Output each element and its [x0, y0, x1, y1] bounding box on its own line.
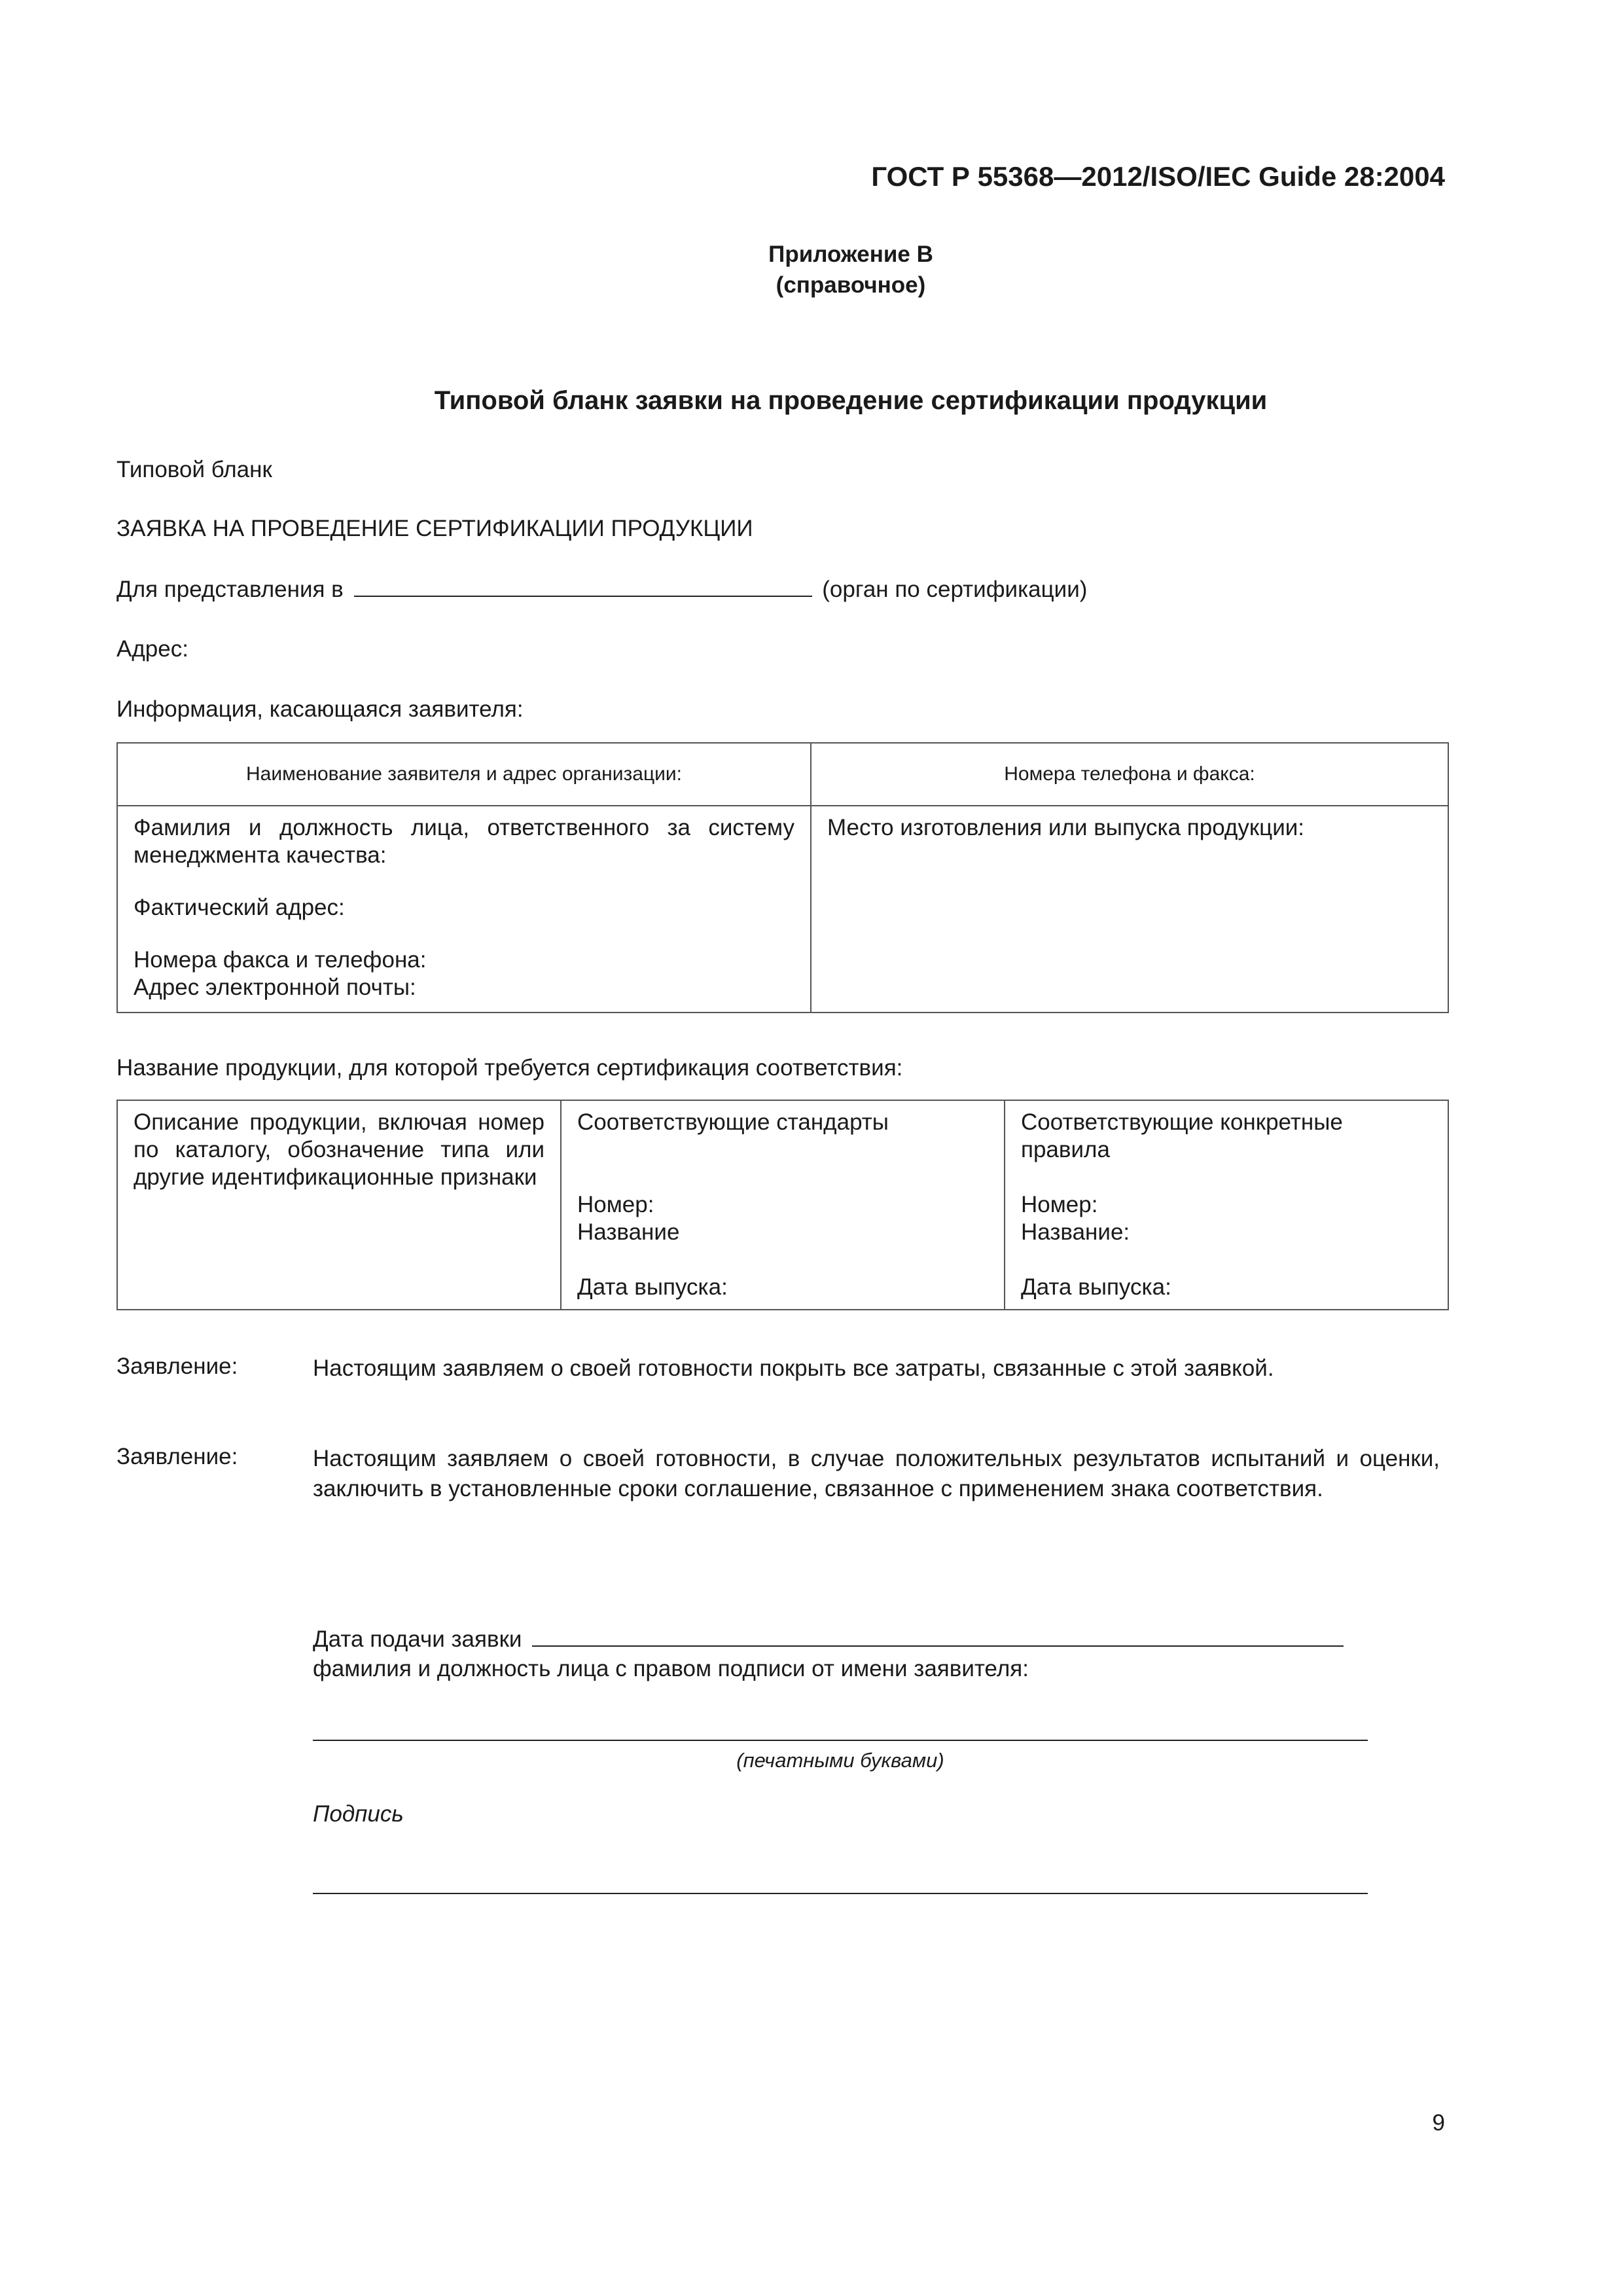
rules-cell [1005, 1100, 1448, 1310]
application-date-label: Дата подачи заявки [313, 1626, 522, 1652]
applicant-table-header [117, 743, 1448, 806]
applicant-table-row [117, 806, 1448, 1013]
standard-designation: ГОСТ Р 55368—2012/ISO/IEC Guide 28:2004 [871, 161, 1445, 192]
signatory-name-field[interactable] [313, 1740, 1368, 1741]
fax-phone-label: Номера факса и телефона: [134, 947, 427, 973]
product-table [116, 1100, 1449, 1310]
appendix-title: Приложение В [768, 242, 933, 267]
rules-name-label: Название: [1021, 1219, 1130, 1245]
product-description-label: Описание продукции, включая номер по каталогу, обозначение типа или другие идентификационные признаки [134, 1109, 544, 1190]
rules-issue-date-label: Дата выпуска: [1021, 1274, 1171, 1300]
header-applicant-name: Наименование заявителя и адрес организации: [117, 743, 811, 806]
statement-2-text: Настоящим заявляем о своей готовности, в случае положительных результатов испытаний и оценки, заключить в установленные сроки соглашение, связанное с применением знака соответствия. [313, 1446, 1440, 1501]
header-phone-fax: Номера телефона и факса: [811, 743, 1448, 806]
application-date-row [313, 1626, 1344, 1653]
applicant-table [116, 742, 1449, 1013]
applicant-info-label: Информация, касающаяся заявителя: [116, 696, 524, 722]
submit-to-row [116, 576, 1087, 603]
applicant-details-cell [117, 806, 811, 1013]
form-type: Типовой бланк [116, 457, 272, 482]
product-description-cell [117, 1100, 561, 1310]
submit-to-label: Для представления в [116, 577, 344, 602]
production-place-label: Место изготовления или выпуска продукции: [827, 815, 1305, 840]
email-label: Адрес электронной почты: [134, 975, 416, 1000]
section-title: Типовой бланк заявки на проведение сертификации продукции [434, 386, 1268, 415]
block-letters-hint: (печатными буквами) [736, 1749, 944, 1772]
statement-1-text: Настоящим заявляем о своей готовности покрыть все затраты, связанные с этой заявкой. [313, 1355, 1274, 1381]
signature-field[interactable] [313, 1893, 1368, 1894]
application-date-field[interactable] [532, 1626, 1344, 1647]
standards-number-label: Номер: [577, 1192, 654, 1217]
form-heading: ЗАЯВКА НА ПРОВЕДЕНИЕ СЕРТИФИКАЦИИ ПРОДУКЦИИ [116, 516, 753, 541]
standards-title: Соответствующие стандарты [577, 1109, 889, 1135]
page-number: 9 [1432, 2110, 1445, 2136]
submit-to-hint: (орган по сертификации) [822, 577, 1088, 602]
standards-name-label: Название [577, 1219, 680, 1245]
standards-cell [561, 1100, 1005, 1310]
responsible-person-label: Фамилия и должность лица, ответственного за систему менеджмента качества: [134, 815, 794, 868]
standards-issue-date-label: Дата выпуска: [577, 1274, 728, 1300]
product-name-label: Название продукции, для которой требуется сертификация соответствия: [116, 1055, 903, 1081]
signature-label: Подпись [313, 1801, 404, 1827]
product-table-row [117, 1100, 1448, 1310]
rules-title: Соответствующие конкретные правила [1021, 1109, 1343, 1162]
statement-1-label: Заявление: [116, 1354, 238, 1379]
submit-to-field[interactable] [354, 576, 812, 597]
rules-number-label: Номер: [1021, 1192, 1098, 1217]
address-label: Адрес: [116, 636, 188, 662]
appendix-subtitle: (справочное) [776, 272, 926, 298]
appendix-heading [0, 239, 1623, 300]
actual-address-label: Фактический адрес: [134, 895, 345, 920]
signatory-label: фамилия и должность лица с правом подписи от имени заявителя: [313, 1656, 1029, 1681]
statement-2-label: Заявление: [116, 1444, 238, 1469]
production-place-cell [811, 806, 1448, 1013]
